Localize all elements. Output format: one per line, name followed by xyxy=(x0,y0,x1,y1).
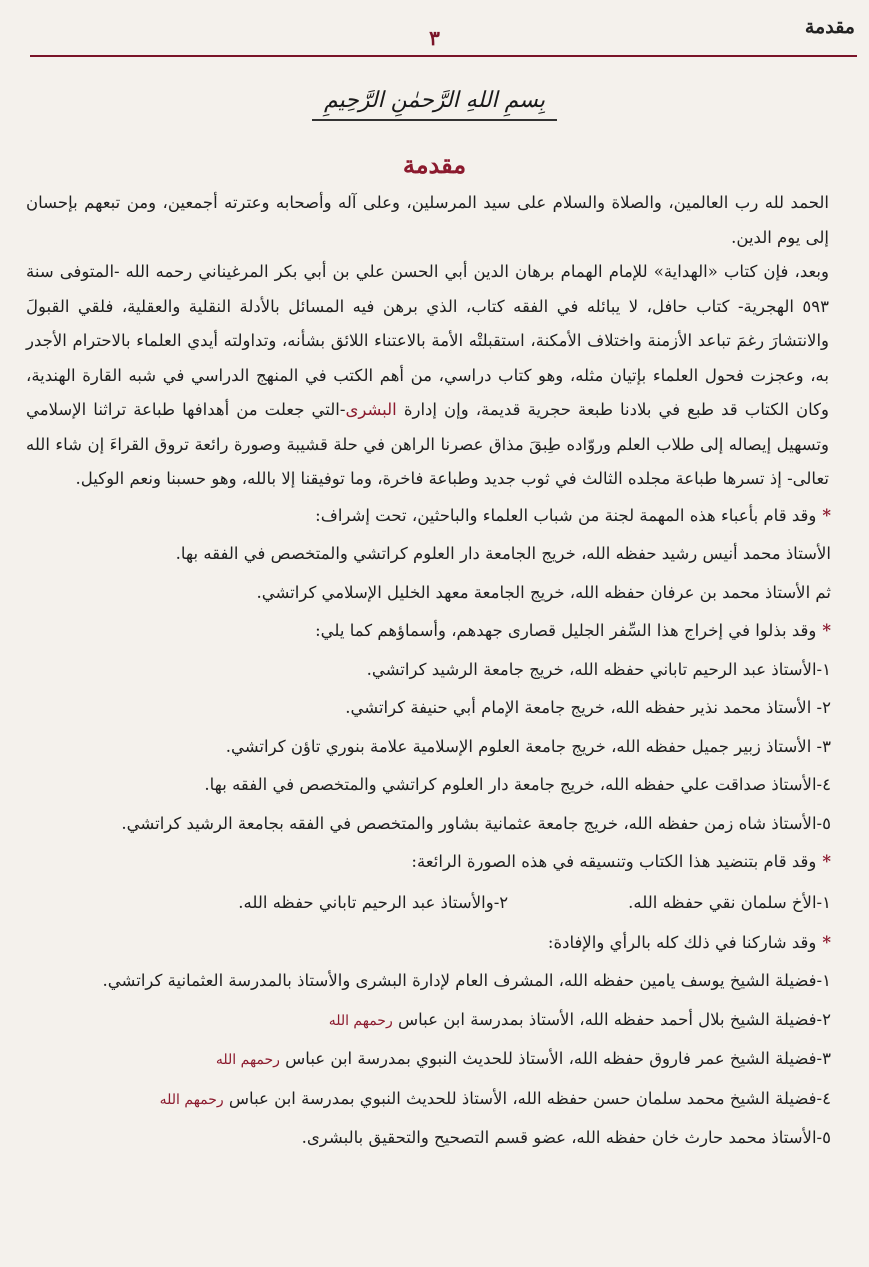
paragraph-text: التي جعلت من أهدافها طباعة تراثنا الإسلامي وتسهيل إيصاله إلى طلاب العلم وروّاده طِبقَ مذاق عصرنا الراهن في حلة قشيبة وصورة رائعة تروق القراءَ إن شاء الله تعالى- إذ تسرها طباعة مجلده الثالث في ثوب جديد وطباعة فاخرة، وما توفيقنا إلا بالله، وهو حسبنا ونعم الوكيل. xyxy=(26,400,829,488)
list-item-text: ٣-فضيلة الشيخ عمر فاروق حفظه الله، الأستاذ للحديث النبوي بمدرسة ابن عباس xyxy=(285,1049,831,1068)
honorific-mark: رحمهم الله xyxy=(215,1052,280,1068)
list-heading xyxy=(26,497,851,536)
paragraph: وبعد، فإن كتاب «الهداية» للإمام الهمام برهان الدين أبي الحسن علي بن أبي بكر المرغيناني رحمه الله -المتوفى سنة ٥٩٣ الهجرية- كتاب حافل، لا يبائله في الفقه كتاب، الذي برهن فيه المسائل بالأدلة النقلية والعقلية، فلقي القبولَ والانتشارَ رغمَ تباعد الأزمنة واختلاف الأمكنة، استقبلتْه الأمة بالاعتناء اللائق بشأنه، وتداولته أيدي العلماء بالاحترام الأجدر به، وعجزت فحول العلماء بإتيان مثله، وهو كتاب دراسي، من أهم الكتب في المنهج الدراسي في شبه القارة الهندية، وكان الكتاب قد طبع في بلادنا طبعة حجرية قديمة، وإن إدارة البشرى-التي جعلت من أهدافها طباعة تراثنا الإسلامي وتسهيل إيصاله إلى طلاب العلم وروّاده طِبقَ مذاق عصرنا الراهن في حلة قشيبة وصورة رائعة تروق القراءَ إن شاء الله تعالى- إذ تسرها طباعة مجلده الثالث في ثوب جديد وطباعة فاخرة، وما توفيقنا إلا بالله، وهو حسبنا ونعم الوكيل. xyxy=(26,262,829,488)
star-icon: * xyxy=(822,852,831,871)
honorific-mark: رحمهم الله xyxy=(159,1091,224,1108)
brand-name: البشرى xyxy=(345,400,397,419)
header-divider xyxy=(30,55,857,57)
contributors-intro: وقد بذلوا في إخراج هذا السِّفر الجليل قصارى جهدهم، وأسماؤهم كما يلي: xyxy=(315,621,817,640)
list-item: ٣- الأستاذ زبير جميل حفظه الله، خريج جامعة العلوم الإسلامية علامة بنوري تاؤن كراتشي. xyxy=(225,736,831,756)
list-item: ٢-والأستاذ عبد الرحيم تاباني حفظه الله. xyxy=(238,892,509,912)
list-item xyxy=(26,1040,851,1080)
page-body xyxy=(26,186,851,1158)
paragraph-text: وبعد، فإن كتاب «الهداية» للإمام الهمام برهان الدين أبي الحسن علي بن أبي بكر المرغيناني رحمه الله -المتوفى سنة ٥٩٣ الهجرية- كتاب حافل، لا يبائله في الفقه كتاب، الذي برهن فيه المسائل بالأدلة النقلية والعقلية، فلقي القبولَ والانتشارَ رغمَ تباعد الأزمنة واختلاف الأمكنة، استقبلتْه الأمة بالاعتناء اللائق بشأنه، وتداولته أيدي العلماء بالاحترام الأجدر به، وعجزت فحول العلماء بإتيان مثله، وهو كتاب دراسي، من أهم الكتب في المنهج الدراسي في شبه القارة الهندية، وكان الكتاب قد طبع في بلادنا طبعة حجرية قديمة، وإن إدارة xyxy=(26,262,829,419)
basmala xyxy=(0,88,869,113)
star-icon: * xyxy=(822,505,831,525)
typesetting-intro: وقد قام بتنضيد هذا الكتاب وتنسيقه في هذه الصورة الرائعة: xyxy=(411,852,817,871)
list-heading xyxy=(26,843,851,882)
paragraph: الحمد لله رب العالمين، والصلاة والسلام على سيد المرسلين، وعلى آله وأصحابه وعترته أجمعين، ومن تبعهم بإحسان إلى يوم الدين. xyxy=(26,193,829,247)
list-item xyxy=(26,1080,851,1120)
page-header xyxy=(0,8,869,60)
star-icon: * xyxy=(822,932,831,952)
list-heading xyxy=(26,612,851,651)
list-heading xyxy=(26,924,851,963)
list-item: ٢- الأستاذ محمد نذير حفظه الله، خريج جامعة الإمام أبي حنيفة كراتشي. xyxy=(345,698,831,717)
list-item: ٥-الأستاذ شاه زمن حفظه الله، خريج جامعة عثمانية بشاور والمتخصص في الفقه بجامعة الرشيد كراتشي. xyxy=(121,813,831,833)
committee-intro: وقد قام بأعباء هذه المهمة لجنة من شباب العلماء والباحثين، تحت إشراف: xyxy=(315,505,817,525)
list-item: ١-فضيلة الشيخ يوسف يامين حفظه الله، المشرف العام لإدارة البشرى والأستاذ بالمدرسة العثمانية كراتشي. xyxy=(102,971,831,990)
list-item: الأستاذ محمد أنيس رشيد حفظه الله، خريج الجامعة دار العلوم كراتشي والمتخصص في الفقه بها. xyxy=(175,544,831,563)
list-item: ٥-الأستاذ محمد حارث خان حفظه الله، عضو قسم التصحيح والتحقيق بالبشرى. xyxy=(301,1128,831,1147)
list-item: ٤-الأستاذ صداقت علي حفظه الله، خريج جامعة دار العلوم كراتشي والمتخصص في الفقه بها. xyxy=(204,775,831,794)
list-item-text: ٢-فضيلة الشيخ بلال أحمد حفظه الله، الأستاذ بمدرسة ابن عباس xyxy=(397,1009,831,1029)
page-number: ٣ xyxy=(429,26,440,50)
list-item: ١-الأستاذ عبد الرحيم تاباني حفظه الله، خريج جامعة الرشيد كراتشي. xyxy=(366,659,831,679)
advisors-intro: وقد شاركنا في ذلك كله بالرأي والإفادة: xyxy=(547,932,817,952)
header-title: مقدمة xyxy=(804,16,855,38)
typesetters-row xyxy=(26,882,851,924)
list-item xyxy=(26,1001,851,1041)
list-item: ثم الأستاذ محمد بن عرفان حفظه الله، خريج الجامعة معهد الخليل الإسلامي كراتشي. xyxy=(256,582,831,602)
section-title: مقدمة xyxy=(402,150,467,179)
list-item-text: ٤-فضيلة الشيخ محمد سلمان حسن حفظه الله، الأستاذ للحديث النبوي بمدرسة ابن عباس xyxy=(228,1088,831,1108)
honorific-mark: رحمهم الله xyxy=(328,1012,393,1029)
list-item: ١-الأخ سلمان نقي حفظه الله. xyxy=(628,892,831,912)
star-icon: * xyxy=(822,621,831,640)
basmala-text: بِسمِ اللهِ الرَّحمٰنِ الرَّحِيمِ xyxy=(312,88,557,121)
